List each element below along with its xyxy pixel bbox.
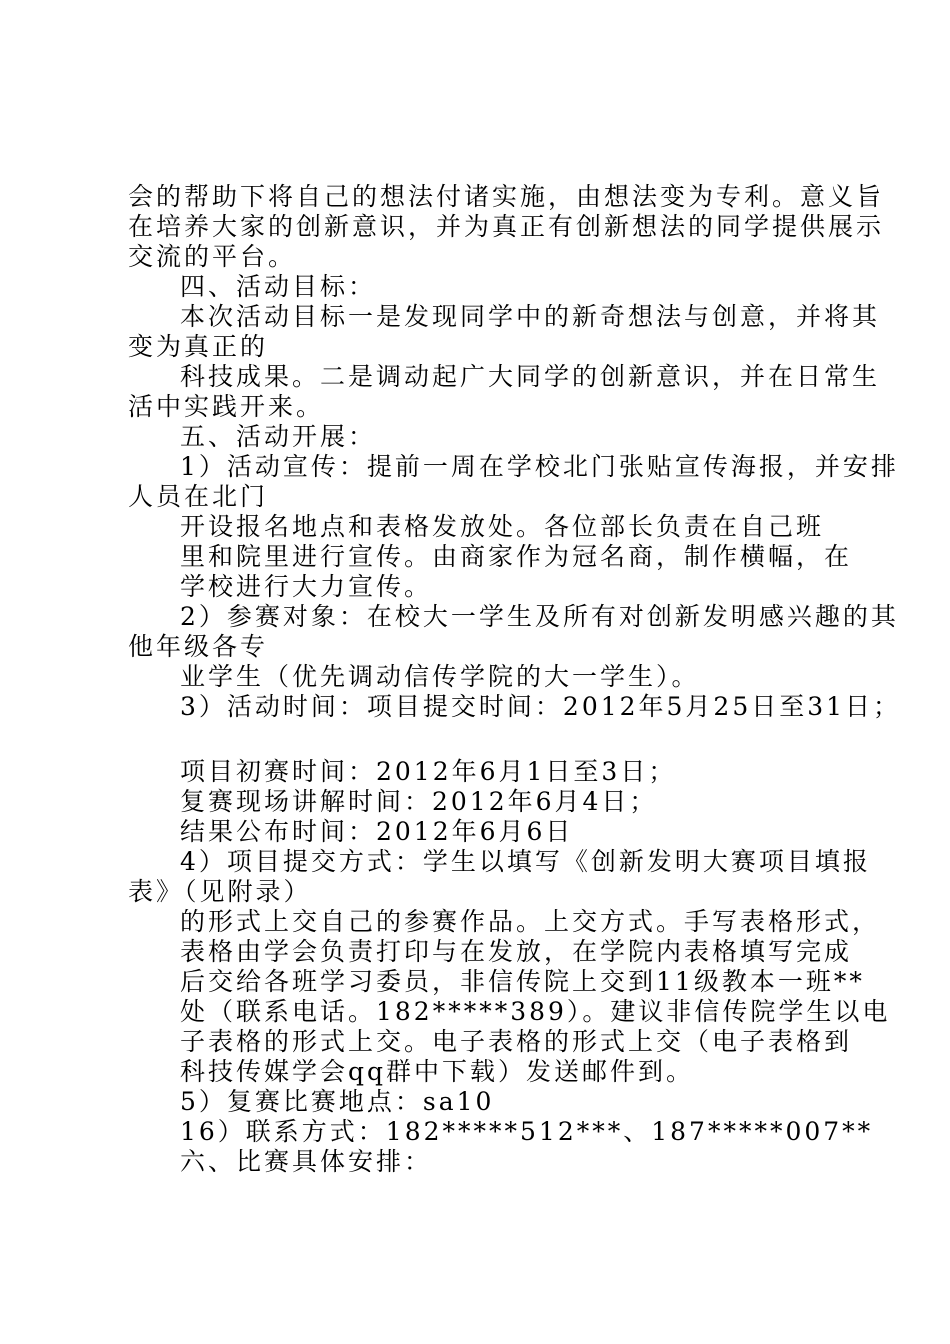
text-line: 复赛现场讲解时间：2012年6月4日；: [180, 787, 658, 816]
text-line: 在培养大家的创新意识，并为真正有创新想法的同学提供展示: [128, 212, 885, 241]
text-line: 表》（见附录）: [128, 877, 312, 906]
text-line: 子表格的形式上交。电子表格的形式上交（电子表格到: [180, 1027, 853, 1056]
text-line: 会的帮助下将自己的想法付诸实施，由想法变为专利。意义旨: [128, 182, 885, 211]
text-line: 的形式上交自己的参赛作品。上交方式。手写表格形式，: [180, 907, 881, 936]
text-line: 表格由学会负责打印与在发放，在学院内表格填写完成: [180, 937, 853, 966]
text-line: 科技成果。二是调动起广大同学的创新意识，并在日常生: [180, 362, 881, 391]
text-line: 本次活动目标一是发现同学中的新奇想法与创意，并将其: [180, 302, 881, 331]
text-line: 他年级各专: [128, 632, 269, 661]
text-line: 16）联系方式：182*****512***、187*****007**: [180, 1117, 874, 1146]
text-line: 项目初赛时间：2012年6月1日至3日；: [180, 757, 677, 786]
text-line: 结果公布时间：2012年6月6日: [180, 817, 574, 846]
text-line: 里和院里进行宣传。由商家作为冠名商，制作横幅，在: [180, 542, 853, 571]
text-line: 人员在北门: [128, 482, 269, 511]
text-line: 变为真正的: [128, 332, 269, 361]
text-line: 处（联系电话。182*****389）。建议非信传院学生以电: [180, 997, 891, 1026]
text-line: 交流的平台。: [128, 242, 297, 271]
text-line: 活中实践开来。: [128, 392, 325, 421]
text-line: 科技传媒学会qq群中下载）发送邮件到。: [180, 1057, 695, 1086]
section-heading: 六、比赛具体安排：: [180, 1147, 433, 1176]
section-heading: 五、活动开展：: [180, 422, 377, 451]
text-line: 开设报名地点和表格发放处。各位部长负责在自己班: [180, 512, 825, 541]
section-heading: 四、活动目标：: [180, 272, 377, 301]
text-line: 业学生（优先调动信传学院的大一学生）。: [180, 662, 700, 691]
text-line: 学校进行大力宣传。: [180, 572, 433, 601]
text-line: 3）活动时间：项目提交时间：2012年5月25日至31日；: [180, 692, 902, 721]
text-line: 4）项目提交方式：学生以填写《创新发明大赛项目填报: [180, 847, 871, 876]
text-line: 后交给各班学习委员，非信传院上交到11级教本一班**: [180, 967, 865, 996]
text-line: 2）参赛对象：在校大一学生及所有对创新发明感兴趣的其: [180, 602, 899, 631]
text-line: 5）复赛比赛地点：sa10: [180, 1087, 495, 1116]
text-line: 1）活动宣传：提前一周在学校北门张贴宣传海报，并安排: [180, 452, 899, 481]
